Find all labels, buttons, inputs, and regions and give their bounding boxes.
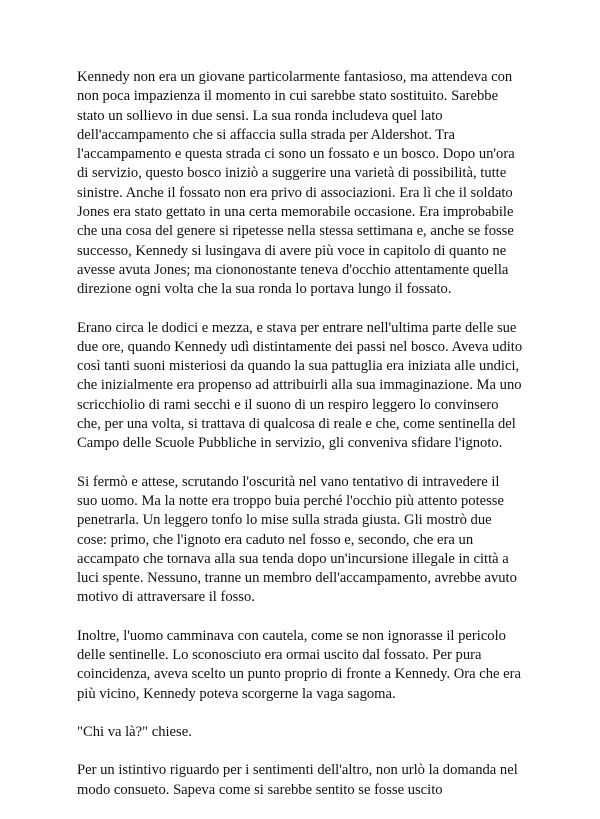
text-line: stato un sollievo in due sensi. La sua ronda includeva quel lato bbox=[77, 107, 443, 124]
text-line: Erano circa le dodici e mezza, e stava per entrare nell'ultima parte delle sue bbox=[77, 319, 517, 336]
text-line: avesse avuta Jones; ma ciononostante teneva d'occhio attentamente quella bbox=[77, 261, 509, 278]
text-line: dell'accampamento che si affaccia sulla strada per Aldershot. Tra bbox=[77, 126, 456, 143]
text-line: direzione ogni volta che la sua ronda lo portava lungo il fossato. bbox=[77, 281, 452, 298]
text-line: sinistre. Anche il fossato non era privo di associazioni. Era lì che il soldato bbox=[77, 184, 513, 201]
text-line: Kennedy non era un giovane particolarmente fantasioso, ma attendeva con bbox=[77, 69, 513, 85]
text-line: che una cosa del genere si ripetesse nella stessa settimana e, anche se fosse bbox=[77, 223, 514, 240]
text-line: luci spente. Nessuno, tranne un membro dell'accampamento, avrebbe avuto bbox=[77, 570, 517, 587]
text-line: che, per una volta, si trattava di qualcosa di reale e che, come sentinella del bbox=[77, 416, 516, 433]
text-line: Si fermò e attese, scrutando l'oscurità nel vano tentativo di intravedere il bbox=[77, 473, 500, 490]
text-line: non poca impazienza il momento in cui sarebbe stato sostituito. Sarebbe bbox=[77, 88, 499, 105]
paragraph-2 bbox=[77, 319, 539, 454]
paragraph-3 bbox=[77, 473, 539, 608]
text-line: più vicino, Kennedy poteva scorgerne la vaga sagoma. bbox=[77, 685, 396, 702]
text-line: penetrarla. Un leggero tonfo lo mise sulla strada giusta. Gli mostrò due bbox=[77, 512, 492, 529]
text-line: delle sentinelle. Lo sconosciuto era ormai uscito dal fossato. Per pura bbox=[77, 647, 482, 664]
text-line: scricchiolio di rami secchi e il suono di un respiro leggero lo convinsero bbox=[77, 396, 499, 413]
text-line: Per un istintivo riguardo per i sentimenti dell'altro, non urlò la domanda nel bbox=[77, 762, 518, 779]
text-line: accampato che tornava alla sua tenda dopo un'incursione illegale in città a bbox=[77, 550, 509, 567]
text-line: che inizialmente era propenso ad attribuirli alla sua immaginazione. Ma uno bbox=[77, 377, 522, 394]
text-line: motivo di attraversare il fosso. bbox=[77, 589, 255, 606]
text-line: modo consueto. Sapeva come si sarebbe sentito se fosse uscito bbox=[77, 781, 443, 798]
text-line: l'accampamento e questa strada ci sono un fossato e un bosco. Dopo un'ora bbox=[77, 146, 515, 163]
paragraph-6 bbox=[77, 761, 539, 800]
text-line: Inoltre, l'uomo camminava con cautela, come se non ignorasse il pericolo bbox=[77, 627, 506, 644]
text-line: due ore, quando Kennedy udì distintamente dei passi nel bosco. Aveva udito bbox=[77, 338, 523, 355]
text-line: coincidenza, aveva scelto un punto proprio di fronte a Kennedy. Ora che era bbox=[77, 666, 521, 683]
text-line: successo, Kennedy si lusingava di avere più voce in capitolo di quanto ne bbox=[77, 242, 507, 259]
text-line: così tanti suoni misteriosi da quando la sua pattuglia era iniziata alle undici, bbox=[77, 358, 520, 375]
text-line: suo uomo. Ma la notte era troppo buia perché l'occhio più attento potesse bbox=[77, 492, 504, 509]
body-text bbox=[77, 68, 539, 819]
paragraph-1 bbox=[77, 68, 539, 300]
paragraph-5 bbox=[77, 723, 539, 742]
text-line: Jones era stato gettato in una certa memorabile occasione. Era improbabile bbox=[77, 204, 514, 221]
text-line: "Chi va là?" chiese. bbox=[77, 723, 192, 740]
text-line: Campo delle Scuole Pubbliche in servizio, gli conveniva sfidare l'ignoto. bbox=[77, 435, 503, 452]
text-line: cose: primo, che l'ignoto era caduto nel fosso e, secondo, che era un bbox=[77, 531, 474, 548]
paragraph-4 bbox=[77, 627, 539, 704]
text-line: di servizio, questo bosco iniziò a suggerire una varietà di possibilità, tutte bbox=[77, 165, 507, 182]
